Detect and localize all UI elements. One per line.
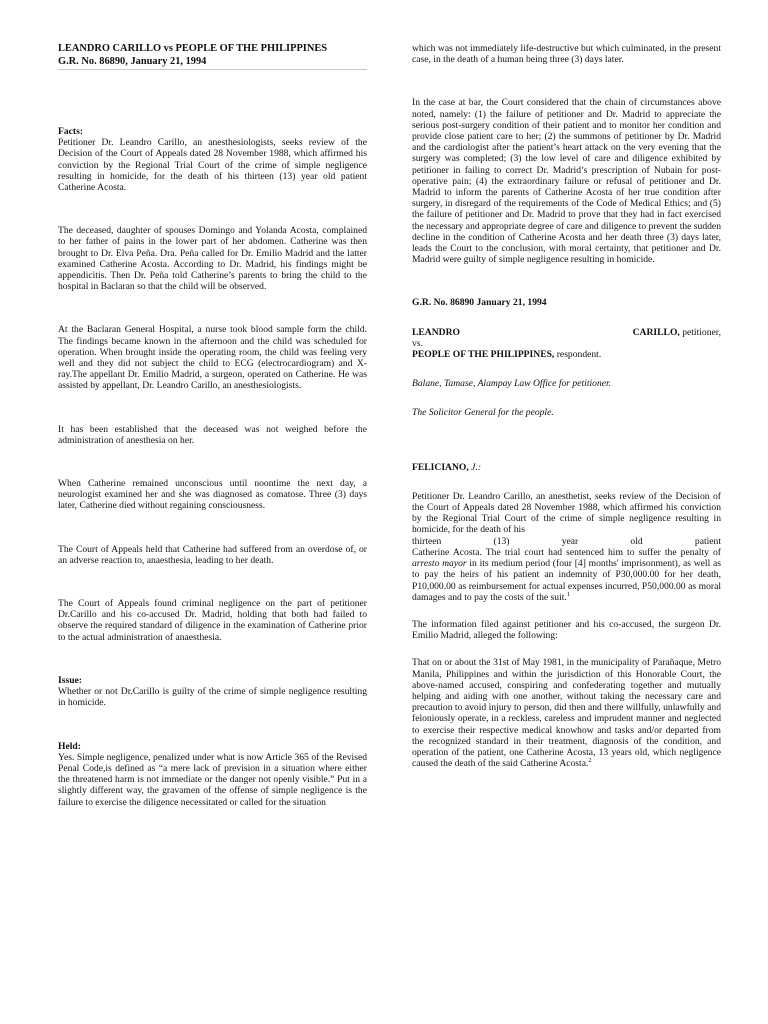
ponente-name: FELICIANO, — [412, 461, 469, 473]
petitioner-name-role — [633, 327, 721, 338]
word-13: (13) — [493, 535, 510, 547]
counsel-petitioner: Balane, Tamase, Alampay Law Office for petitioner. — [412, 378, 612, 390]
petitioner-role: petitioner, — [679, 326, 721, 338]
footnote-link-1[interactable]: 1 — [566, 590, 571, 598]
word-year: year — [561, 535, 579, 547]
left-column — [58, 0, 367, 808]
facts-paragraph-3: At the Baclaran General Hospital, a nurse took blood sample form the child. The findings became known in the afternoon and the child was scheduled for operation. When brought inside the operating room, the child was feeling very well and they did not subject the child to ECG (electrocardiogram) and X-ray.The appellant Dr. Emilio Madrid, a surgeon, operated on Catherine. He was assisted by appellant, Dr. Leandro Carillo, an anesthesiologists. — [58, 324, 367, 392]
held-continued: which was not immediately life-destructive but which culminated, in the present case, in the death of a human being three (3) days later. — [412, 43, 721, 66]
opinion-text-b: Catherine Acosta. The trial court had sentenced him to suffer the penalty of — [412, 546, 721, 558]
party-respondent-line — [412, 349, 721, 360]
ponente-suffix: J.: — [468, 461, 482, 473]
counsel-respondent: The Solicitor General for the people. — [412, 407, 554, 419]
facts-paragraph-4: It has been established that the deceased was not weighed before the administration of anesthesia on her. — [58, 423, 367, 446]
facts-paragraph-7: The Court of Appeals found criminal negligence on the part of petitioner Dr.Carillo and his co-accused Dr. Madrid, holding that both had failed to observe the required standard of diligence in the examination of Catherine prior to the actual administration of anaesthesia. — [58, 598, 367, 643]
petitioner-last-name: CARILLO, — [632, 326, 680, 338]
opinion-paragraph-1 — [412, 491, 721, 603]
opinion-paragraph-1-start: Petitioner Dr. Leandro Carillo, an anesthetist, seeks review of the Decision of the Court of Appeals dated 28 November 1988, which affirmed his conviction by the Regional Trial Court of the crime of simple negligence resulting in homicide, for the death of his — [412, 490, 721, 536]
opinion-justified-line — [412, 536, 721, 547]
information-quote — [412, 657, 721, 769]
petitioner-first-name: LEANDRO — [412, 326, 460, 338]
case-number: G.R. No. 86890, January 21, 1994 — [58, 56, 207, 67]
opinion-paragraph-2: The information filed against petitioner and his co-accused, the surgeon Dr. Emilio Madrid, alleged the following: — [412, 618, 721, 642]
footnote-link-2[interactable]: 2 — [588, 756, 592, 764]
word-thirteen: thirteen — [412, 535, 442, 547]
facts-paragraph-5: When Catherine remained unconscious until noontime the next day, a neurologist examined her and she was diagnosed as comatose. Three (3) days later, Catherine died without regaining consciousness. — [58, 478, 367, 512]
right-column — [412, 0, 721, 769]
decision-gr-heading: G.R. No. 86890 January 21, 1994 — [412, 297, 547, 309]
facts-paragraph-1: Petitioner Dr. Leandro Carillo, an anesthesiologists, seeks review of the Decision of the Court of Appeals dated 28 November 1988, which affirmed his conviction by the Regional Trial Court of the crime of simple negligence resulting in homicide, for the death of his thirteen (13) year old patient Catherine Acosta. — [58, 137, 367, 194]
versus: vs. — [412, 337, 423, 349]
respondent-name: PEOPLE OF THE PHILIPPINES, — [412, 349, 555, 361]
party-petitioner-line — [412, 327, 721, 338]
facts-paragraph-6: The Court of Appeals held that Catherine had suffered from an overdose of, or an adverse reaction to, anaesthesia, leading to her death. — [58, 543, 367, 566]
facts-label: Facts: — [58, 126, 84, 137]
word-patient: patient — [694, 535, 721, 547]
held-chain-of-circumstances: In the case at bar, the Court considered that the chain of circumstances above noted, namely: (1) the failure of petitioner and Dr. Madrid to appreciate the serious post-surgery condition of their patient and to monitor her condition and provide close patient care to her; (2) the summons of petitioner by Dr. Madrid and the cardiologist after the patient’s heart attack on the very evening that the surgery was completed; (3) the low level of care and diligence exhibited by petitioner in failing to correct Dr. Madrid’s prescription of Nubain for post-operative pain; (4) the extraordinary failure or refusal of petitioner and Dr. Madrid to inform the parents of Catherine Acosta of her true condition after surgery, in disregard of the requirements of the Code of Medical Ethics; and (5) the failure of petitioner and Dr. Madrid to prove that they had in fact exercised the necessary and appropriate degree of care and diligence to prevent the sudden decline in the condition of Catherine Acosta and her death three (3) days later, leads the Court to the conclusion, with moral certainty, that petitioner and Dr. Madrid were guilty of simple negligence resulting in homicide. — [412, 97, 721, 266]
case-header — [58, 42, 367, 70]
arresto-mayor: arresto mayor — [412, 558, 467, 570]
information-text: That on or about the 31st of May 1981, in the municipality of Parañaque, Metro Manila, Philippines and within the jurisdiction of this Honorable Court, the above-named accused, conspiring and confederating together and mutually helping and aiding with one another, without taking the necessary care and precaution to avoid injury to person, did then and there willfully, unlawfully and feloniously operate, in a reckless, careless and imprudent manner and neglected to exercise their respective medical knowhow and tasks and/or departed from the recognized standard in their treatment, diagnosis of the condition, and operation of the patient, one Catherine Acosta, 13 years old, which negligence caused the death of the said Catherine Acosta. — [412, 657, 721, 770]
case-title: LEANDRO CARILLO vs PEOPLE OF THE PHILIPPINES — [58, 43, 328, 54]
held-text: Yes. Simple negligence, penalized under what is now Article 365 of the Revised Penal Code,is defined as “a mere lack of prevision in a situation where either the threatened harm is not immediate or the danger not openly visible.” Put in a slightly different way, the gravamen of the offense of simple negligence is the failure to exercise the diligence necessitated or called for the situation — [58, 751, 367, 808]
opinion-text-c: in its medium period (four [4] months' imprisonment), as well as to pay the heirs of his patient an indemnity of P30,000.00 for her death, P10,000.00 as reimbursement for actual expenses incurred, P50,000.00 as moral damages and to pay the costs of the suit. — [412, 558, 721, 603]
held-label: Held: — [58, 740, 81, 752]
ponente — [412, 462, 721, 473]
facts-paragraph-2: The deceased, daughter of spouses Domingo and Yolanda Acosta, complained to her father of pains in the lower part of her abdomen. Catherine was then brought to Dr. Elva Peña. Dra. Peña called for Dr. Emilio Madrid and the latter examined Catherine Acosta. According to Dr. Madrid, his findings might be appendicitis. Then Dr. Peña told Catherine’s parents to bring the child to the hospital in Baclaran so that the child will be observed. — [58, 225, 367, 293]
respondent-role: respondent. — [554, 349, 602, 361]
opinion-paragraph-1-rest — [412, 547, 721, 603]
issue-label: Issue: — [58, 674, 82, 686]
issue-text: Whether or not Dr.Carillo is guilty of the crime of simple negligence resulting in homicide. — [58, 686, 367, 709]
word-old: old — [630, 535, 643, 547]
